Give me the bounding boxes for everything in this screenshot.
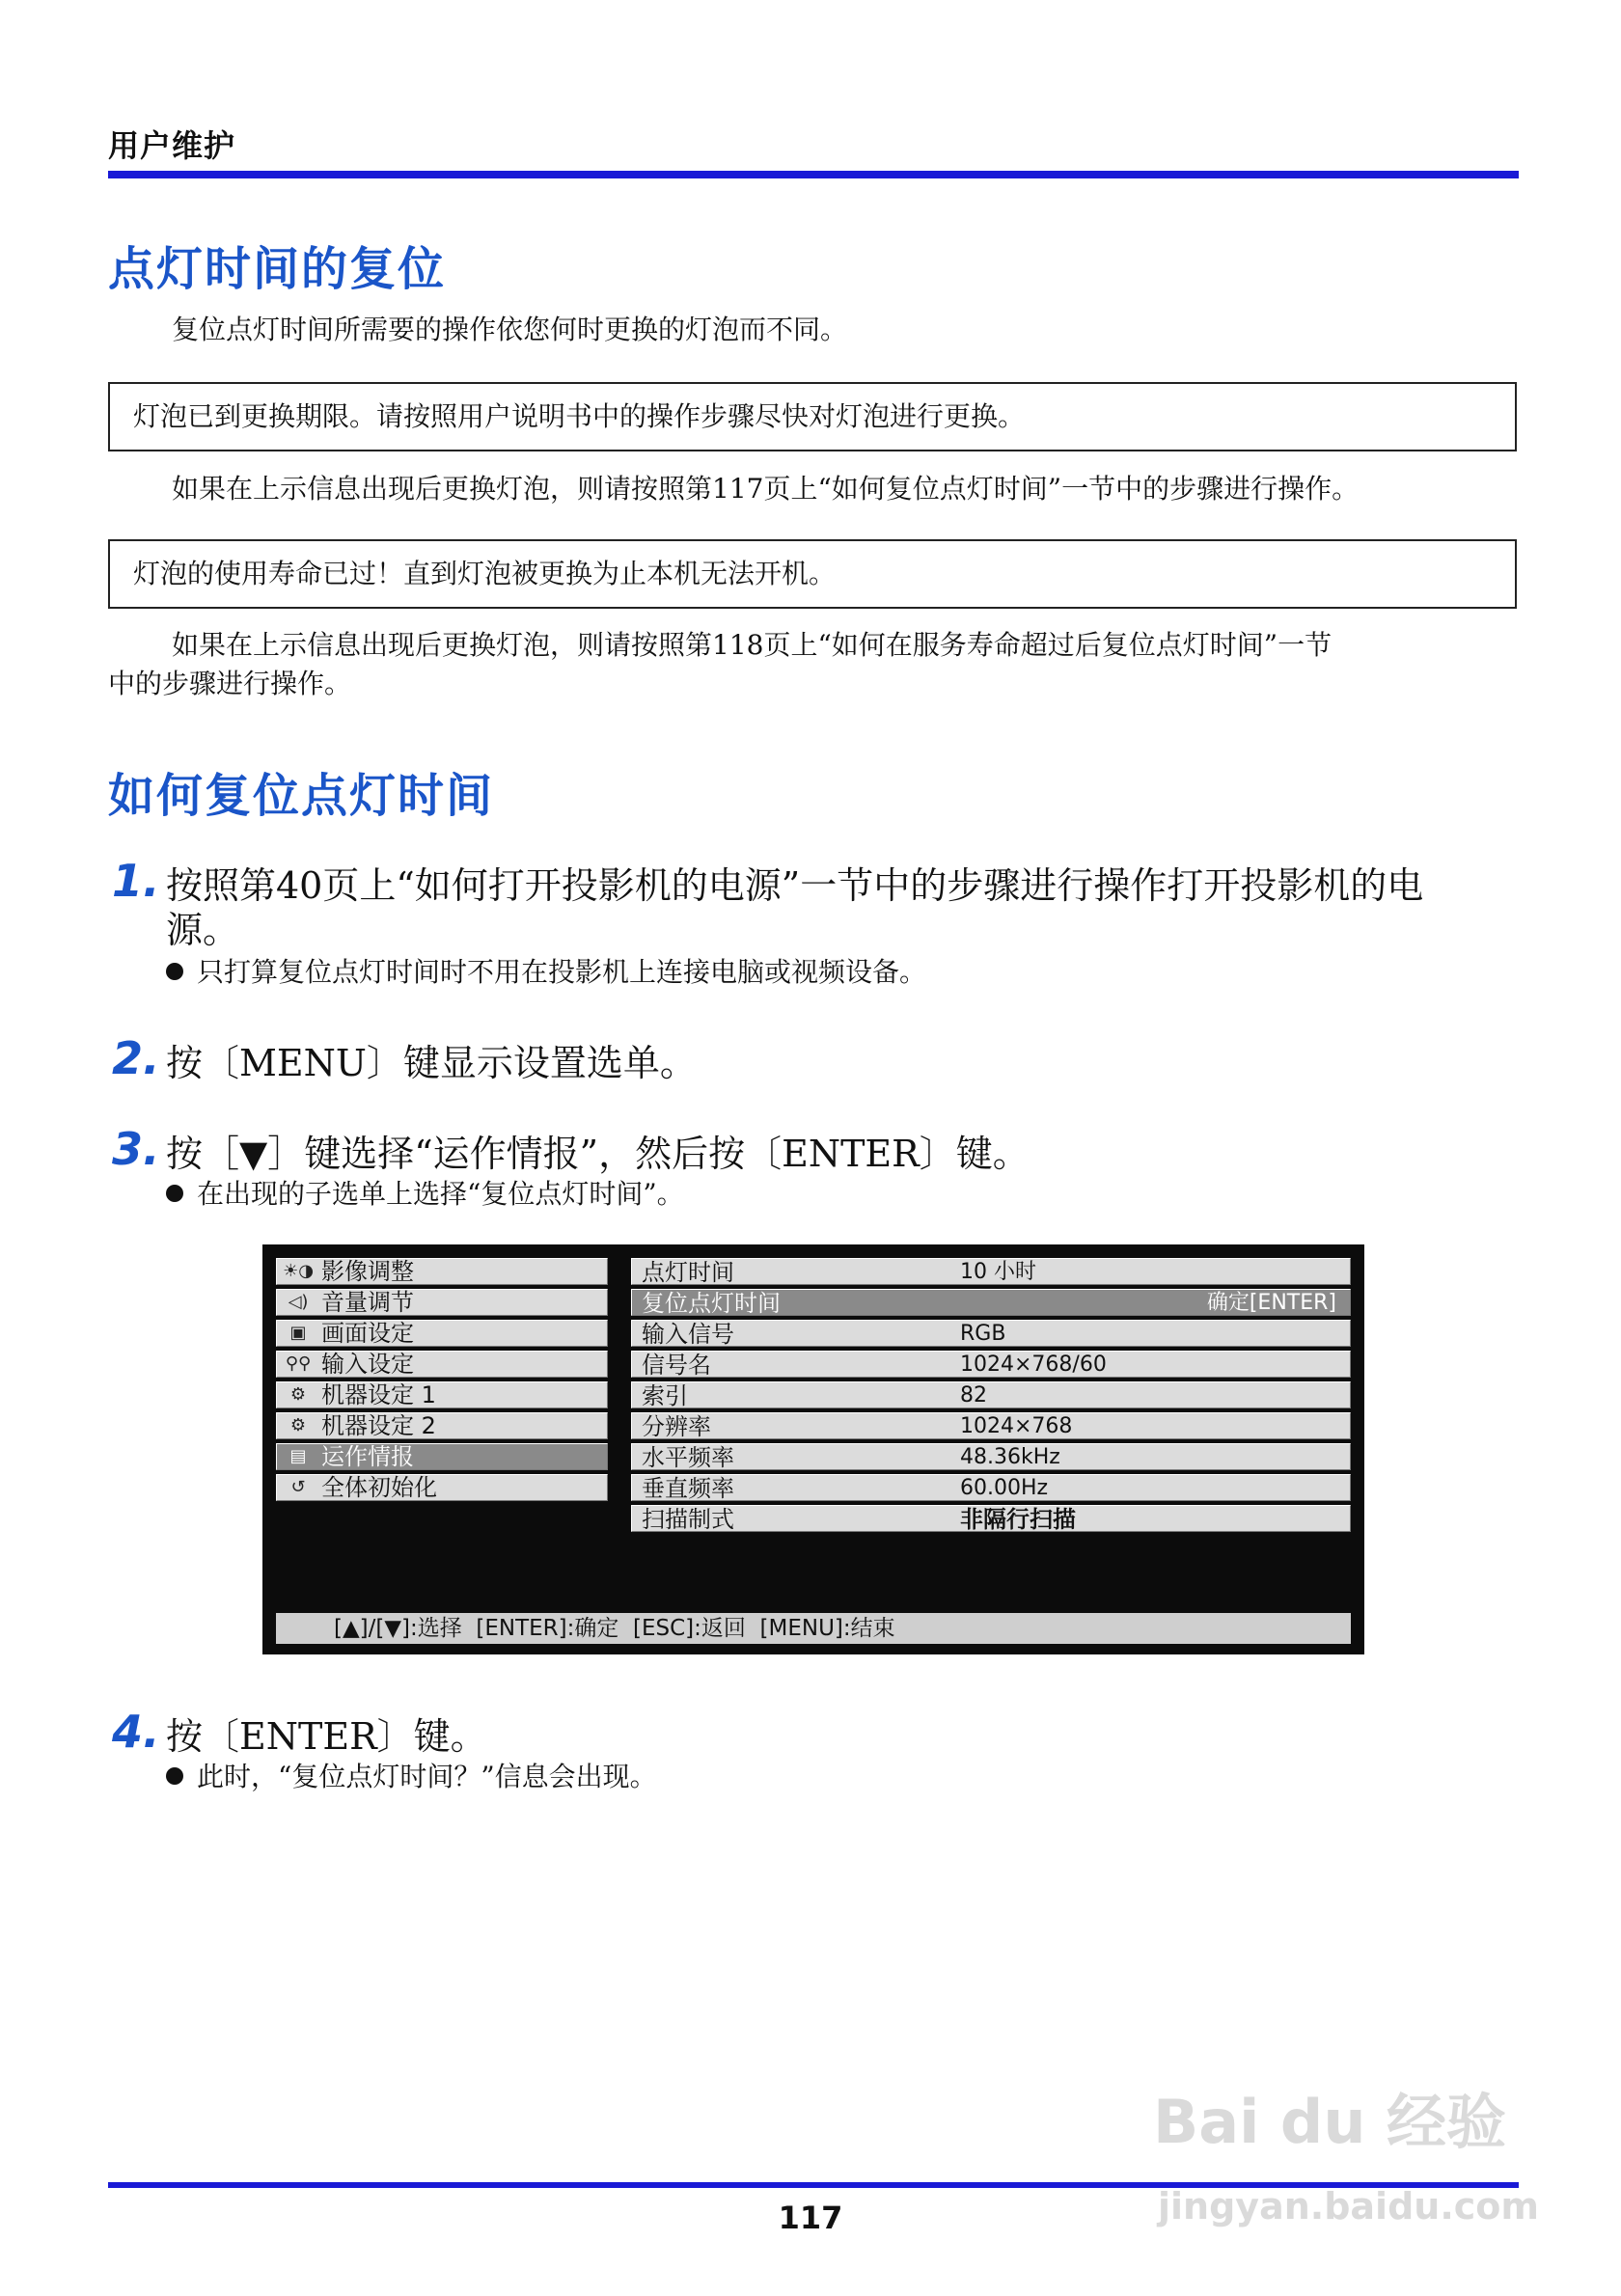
info-label: 垂直频率 — [642, 1475, 734, 1502]
notice-box-replace-lamp: 灯泡已到更换期限。请按照用户说明书中的操作步骤尽快对灯泡进行更换。 — [108, 382, 1517, 451]
info-row-v-freq — [631, 1474, 1351, 1501]
paragraph-after-notice2-line1: 如果在上示信息出现后更换灯泡，则请按照第118页上“如何在服务寿命超过后复位点灯时间”一节 — [172, 629, 1333, 661]
reset-icon: ↺ — [290, 1477, 306, 1497]
baidu-watermark: Bai du 经验 — [1153, 2087, 1507, 2157]
info-label: 扫描制式 — [642, 1506, 734, 1533]
info-label: 分辨率 — [642, 1413, 711, 1440]
info-label: 输入信号 — [642, 1321, 734, 1348]
osd-menu-item-volume — [276, 1289, 608, 1316]
page-header-label: 用户维护 — [108, 127, 236, 164]
osd-menu-item-screen — [276, 1320, 608, 1347]
section-title-how: 如何复位点灯时间 — [108, 769, 495, 823]
info-value: 48.36kHz — [960, 1445, 1060, 1469]
step-number: 1. — [112, 855, 160, 907]
info-enter-hint: 确定[ENTER] — [1206, 1291, 1336, 1315]
info-value: 1024×768/60 — [960, 1353, 1107, 1377]
info-row-resolution — [631, 1412, 1351, 1439]
osd-menu-item-reset-all — [276, 1474, 608, 1501]
step-text: 按〔ENTER〕键。 — [166, 1715, 487, 1758]
bullet-text: 只打算复位点灯时间时不用在投影机上连接电脑或视频设备。 — [197, 956, 927, 988]
info-value: 60.00Hz — [960, 1476, 1049, 1500]
step-bullet — [166, 1760, 657, 1794]
osd-info-panel — [631, 1258, 1351, 1536]
osd-menu-item-operation-info — [276, 1443, 608, 1470]
paragraph-after-notice1: 如果在上示信息出现后更换灯泡，则请按照第117页上“如何复位点灯时间”一节中的步骤进行操作。 — [172, 473, 1360, 505]
bullet-dot-icon — [166, 1767, 183, 1785]
watermark-url: jingyan.baidu.com — [1158, 2185, 1539, 2228]
section-title-reset: 点灯时间的复位 — [108, 242, 447, 296]
info-label: 水平频率 — [642, 1444, 734, 1471]
osd-menu-item-setup2 — [276, 1412, 608, 1439]
menu-item-label: 运作情报 — [321, 1443, 414, 1470]
step-text-continued: 源。 — [166, 909, 240, 951]
menu-item-label: 输入设定 — [321, 1351, 414, 1378]
page-number: 117 — [778, 2200, 843, 2236]
menu-item-label: 机器设定 1 — [321, 1381, 436, 1408]
paragraph-after-notice2-line2: 中的步骤进行操作。 — [108, 668, 352, 699]
info-row-index — [631, 1381, 1351, 1408]
info-label: 索引 — [642, 1382, 688, 1409]
menu-item-label: 机器设定 2 — [321, 1412, 436, 1439]
osd-main-menu — [276, 1258, 608, 1505]
osd-menu-screenshot — [262, 1244, 1364, 1654]
info-label: 信号名 — [642, 1352, 711, 1379]
bullet-text: 在出现的子选单上选择“复位点灯时间”。 — [197, 1178, 684, 1210]
info-row-input-signal — [631, 1320, 1351, 1347]
menu-item-label: 画面设定 — [321, 1320, 414, 1347]
info-value: 1024×768 — [960, 1414, 1073, 1438]
menu-item-label: 全体初始化 — [321, 1474, 437, 1501]
bullet-dot-icon — [166, 1185, 183, 1202]
step-number: 3. — [112, 1123, 160, 1175]
info-row-signal-name — [631, 1351, 1351, 1378]
header-rule — [108, 171, 1519, 178]
tools-icon: ⚙ — [289, 1415, 307, 1435]
step-bullet — [166, 955, 926, 990]
input-connector-icon: ⚲⚲ — [285, 1353, 312, 1374]
step-number: 4. — [112, 1706, 160, 1758]
bullet-dot-icon — [166, 963, 183, 980]
info-row-reset-lamp-time — [631, 1289, 1351, 1316]
info-label: 复位点灯时间 — [642, 1290, 781, 1317]
step-number: 2. — [112, 1032, 160, 1084]
step-text: 按［▼］键选择“运作情报”，然后按〔ENTER〕键。 — [166, 1133, 1030, 1175]
osd-menu-item-input — [276, 1351, 608, 1378]
menu-item-label: 音量调节 — [321, 1289, 414, 1316]
bullet-text: 此时，“复位点灯时间？”信息会出现。 — [197, 1761, 657, 1792]
menu-item-label: 影像调整 — [321, 1258, 414, 1285]
image-adjust-icon: ☀◑ — [283, 1261, 314, 1281]
info-label: 点灯时间 — [642, 1259, 734, 1286]
info-row-h-freq — [631, 1443, 1351, 1470]
speaker-icon: ◁) — [288, 1292, 309, 1312]
info-value: RGB — [960, 1322, 1006, 1346]
step-bullet — [166, 1177, 684, 1212]
tools-icon: ⚙ — [289, 1384, 307, 1405]
info-row-scan-mode — [631, 1505, 1351, 1532]
step-text: 按〔MENU〕键显示设置选单。 — [166, 1042, 697, 1084]
osd-menu-item-image-adjust — [276, 1258, 608, 1285]
notice-box-lamp-expired: 灯泡的使用寿命已过！直到灯泡被更换为止本机无法开机。 — [108, 539, 1517, 609]
intro-paragraph: 复位点灯时间所需要的操作依您何时更换的灯泡而不同。 — [172, 314, 848, 345]
info-value: 非隔行扫描 — [960, 1506, 1076, 1533]
step-text: 按照第40页上“如何打开投影机的电源”一节中的步骤进行操作打开投影机的电 — [166, 864, 1424, 907]
info-value: 10 小时 — [960, 1260, 1036, 1284]
info-list-icon: ▤ — [289, 1446, 307, 1466]
info-row-lamp-time — [631, 1258, 1351, 1285]
screen-icon: ▣ — [289, 1323, 307, 1343]
osd-key-guide: [▲]/[▼]:选择 [ENTER]:确定 [ESC]:返回 [MENU]:结束 — [276, 1613, 1351, 1644]
info-value: 82 — [960, 1383, 987, 1408]
osd-menu-item-setup1 — [276, 1381, 608, 1408]
